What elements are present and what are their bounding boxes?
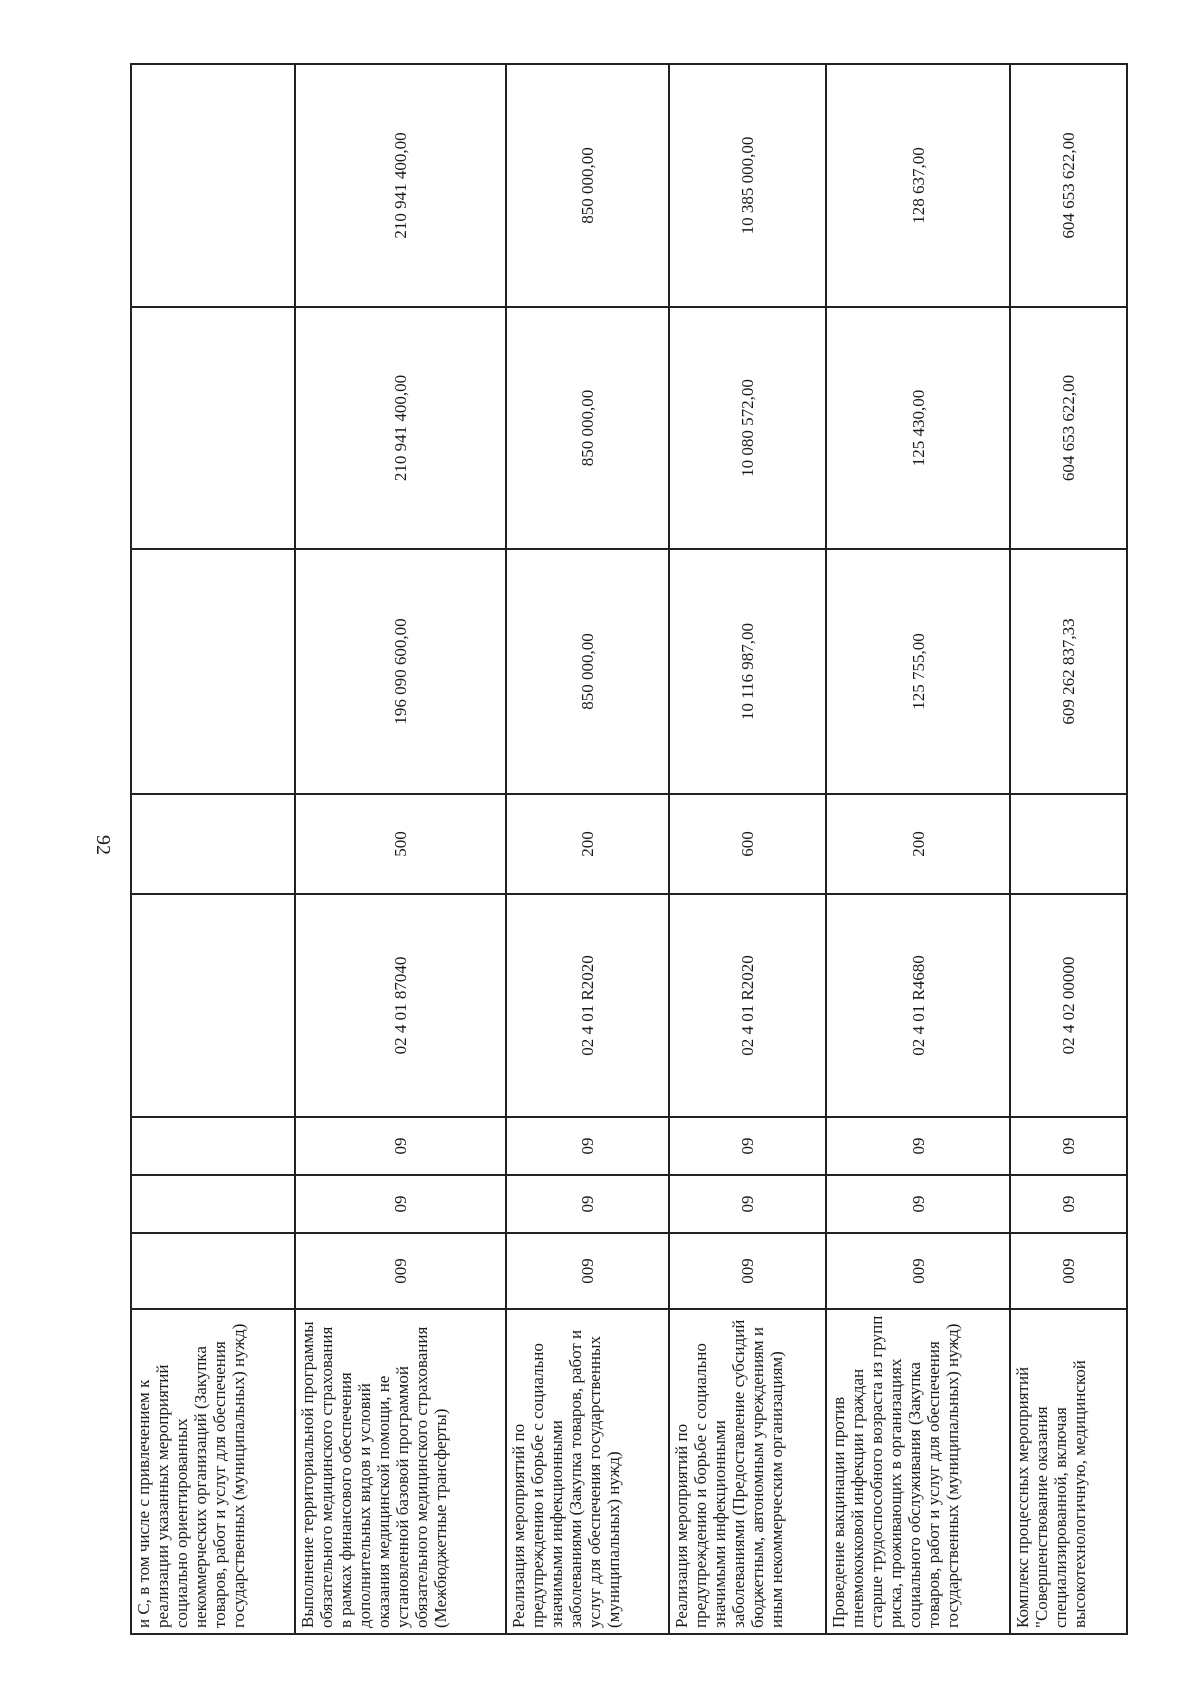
row-description: Проведение вакцинации против пневмококковой инфекции граждан старше трудоспособного возраста из групп риска, проживающих в организациях социального обслуживания (Закупка товаров, работ и услуг для обеспечения государственных (муниципальных) нужд) — [826, 1309, 1010, 1634]
section-code: 09 — [295, 1175, 506, 1233]
amount-year-3: 128 637,00 — [826, 64, 1010, 307]
expense-type-code: 200 — [506, 794, 669, 894]
amount-year-1: 125 755,00 — [826, 549, 1010, 794]
budget-table-rotated — [130, 65, 1090, 1635]
expense-type-code: 500 — [295, 794, 506, 894]
section-code: 09 — [826, 1175, 1010, 1233]
amount-year-1: 850 000,00 — [506, 549, 669, 794]
row-description: Реализация мероприятий по предупреждению и борьбе с социально значимыми инфекционными заболеваниями (Предоставление субсидий бюджетным, автономным учреждениям и иным некоммерческим организациям) — [669, 1309, 826, 1634]
target-article-code: 02 4 01 R4680 — [826, 894, 1010, 1117]
budget-table — [130, 63, 1128, 1635]
grbs-code: 009 — [826, 1233, 1010, 1309]
expense-type-code — [1010, 794, 1127, 894]
target-article-code: 02 4 02 00000 — [1010, 894, 1127, 1117]
subsection-code: 09 — [506, 1117, 669, 1175]
row-description: Комплекс процессных мероприятий "Совершенствование оказания специализированной, включая высокотехнологичную, медицинской — [1010, 1309, 1127, 1634]
grbs-code: 009 — [506, 1233, 669, 1309]
amount-year-3: 604 653 622,00 — [1010, 64, 1127, 307]
target-article-code — [131, 894, 295, 1117]
amount-year-1 — [131, 549, 295, 794]
expense-type-code: 200 — [826, 794, 1010, 894]
subsection-code: 09 — [295, 1117, 506, 1175]
table-row — [669, 64, 826, 1634]
amount-year-1: 196 090 600,00 — [295, 549, 506, 794]
target-article-code: 02 4 01 87040 — [295, 894, 506, 1117]
amount-year-3 — [131, 64, 295, 307]
target-article-code: 02 4 01 R2020 — [669, 894, 826, 1117]
page-number: 92 — [92, 835, 114, 855]
amount-year-3: 850 000,00 — [506, 64, 669, 307]
table-row — [131, 64, 295, 1634]
amount-year-2 — [131, 307, 295, 549]
grbs-code — [131, 1233, 295, 1309]
target-article-code: 02 4 01 R2020 — [506, 894, 669, 1117]
grbs-code: 009 — [1010, 1233, 1127, 1309]
subsection-code: 09 — [669, 1117, 826, 1175]
amount-year-3: 210 941 400,00 — [295, 64, 506, 307]
table-row — [295, 64, 506, 1634]
grbs-code: 009 — [295, 1233, 506, 1309]
section-code — [131, 1175, 295, 1233]
amount-year-1: 10 116 987,00 — [669, 549, 826, 794]
amount-year-3: 10 385 000,00 — [669, 64, 826, 307]
row-description: Выполнение территориальной программы обязательного медицинского страхования в рамках финансового обеспечения дополнительных видов и условий оказания медицинской помощи, не установленной базовой программой обязательного медицинского страхования (Межбюджетные трансферты) — [295, 1309, 506, 1634]
amount-year-2: 604 653 622,00 — [1010, 307, 1127, 549]
table-row — [1010, 64, 1127, 1634]
row-description: и С, в том числе с привлечением к реализации указанных мероприятий социально ориентированных некоммерческих организаций (Закупка товаров, работ и услуг для обеспечения государственных (муниципальных) нужд) — [131, 1309, 295, 1634]
grbs-code: 009 — [669, 1233, 826, 1309]
subsection-code: 09 — [826, 1117, 1010, 1175]
section-code: 09 — [506, 1175, 669, 1233]
expense-type-code — [131, 794, 295, 894]
table-row — [506, 64, 669, 1634]
expense-type-code: 600 — [669, 794, 826, 894]
row-description: Реализация мероприятий по предупреждению и борьбе с социально значимыми инфекционными заболеваниями (Закупка товаров, работ и услуг для обеспечения государственных (муниципальных) нужд) — [506, 1309, 669, 1634]
amount-year-2: 850 000,00 — [506, 307, 669, 549]
amount-year-2: 125 430,00 — [826, 307, 1010, 549]
section-code: 09 — [669, 1175, 826, 1233]
subsection-code: 09 — [1010, 1117, 1127, 1175]
amount-year-2: 210 941 400,00 — [295, 307, 506, 549]
table-row — [826, 64, 1010, 1634]
amount-year-1: 609 262 837,33 — [1010, 549, 1127, 794]
subsection-code — [131, 1117, 295, 1175]
section-code: 09 — [1010, 1175, 1127, 1233]
amount-year-2: 10 080 572,00 — [669, 307, 826, 549]
